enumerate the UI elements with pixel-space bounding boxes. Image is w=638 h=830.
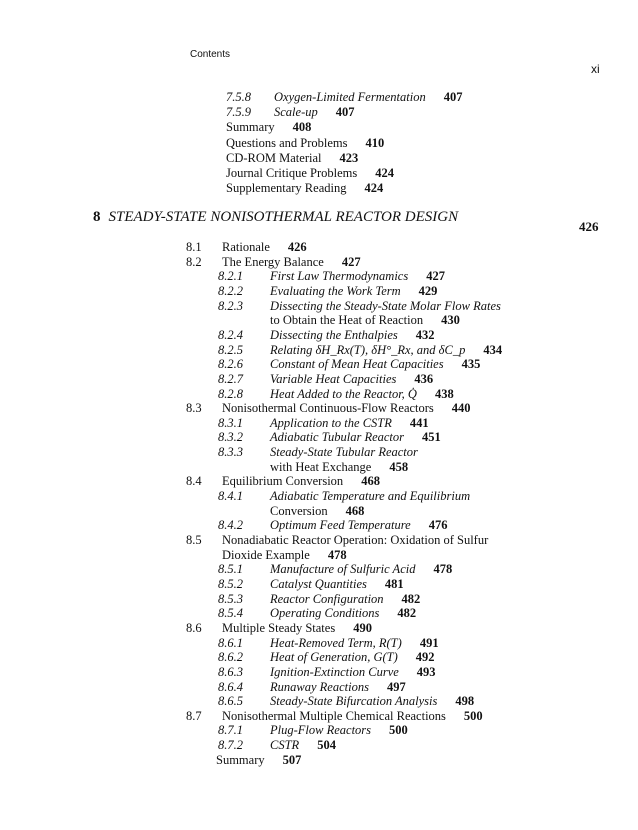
entry-number: 8.2.1 [218,269,243,284]
chapter-title: STEADY-STATE NONISOTHERMAL REACTOR DESIGN [108,209,459,225]
toc-entry [218,299,501,313]
entry-title: Variable Heat Capacities [270,371,397,386]
running-header: Contents [190,49,231,60]
entry-number: 8.2.5 [218,342,243,357]
entry-number: 8.2.2 [218,283,243,298]
entry-title: Catalyst Quantities [270,576,367,591]
entry-number: 8.4.1 [218,489,243,504]
entry-title: Dioxide Example [222,547,310,562]
entry-title: Summary [226,120,275,135]
entry-number: 8.2.8 [218,386,243,401]
page-number: xi [591,62,600,76]
entry-number: 8.5.1 [218,562,243,577]
entry-page: 504 [317,738,336,753]
entry-number: 8.6.2 [218,650,243,665]
entry-page: 490 [353,620,372,635]
entry-title: CD-ROM Material [226,150,322,165]
toc-entry [226,166,394,180]
entry-title: Summary [216,752,265,767]
entry-number: 7.5.8 [226,90,251,104]
entry-title: Plug-Flow Reactors [270,723,372,738]
entry-title: Constant of Mean Heat Capacities [270,357,444,372]
toc-entry [226,151,358,165]
entry-page: 492 [415,650,435,665]
entry-page: 410 [365,135,385,150]
entry-title: Multiple Steady States [222,620,336,635]
toc-entry [218,650,435,664]
entry-number: 8.3.3 [218,445,243,460]
entry-title: Equilibrium Conversion [222,474,344,489]
toc-entry [186,533,488,547]
toc-entry [218,284,437,298]
toc-entry [186,240,307,254]
entry-title: CSTR [270,738,300,753]
toc-entry [226,105,354,119]
entry-number: 8.1 [186,240,202,254]
entry-title: Rationale [222,240,270,254]
entry-title: Adiabatic Tubular Reactor [270,430,405,445]
toc-entry [218,372,433,386]
entry-title: Manufacture of Sulfuric Acid [270,562,416,577]
entry-number: 8.6.1 [218,635,243,650]
entry-page: 441 [409,415,429,430]
entry-page: 424 [375,166,394,180]
toc-entry [218,518,447,532]
entry-page: 423 [339,150,359,165]
entry-page: 500 [463,708,483,723]
toc-entry [186,709,483,723]
entry-title: Nonadiabatic Reactor Operation: Oxidation of Sulfur [222,533,489,547]
entry-number: 8.7 [186,708,202,723]
toc-entry [218,430,441,444]
entry-number: 7.5.9 [226,105,251,120]
toc-entry [218,606,416,620]
toc-entry [226,181,383,195]
toc-entry [186,401,471,415]
toc-entry [186,255,361,269]
entry-number: 8.6.5 [218,694,243,709]
entry-page: 491 [419,635,439,650]
entry-page: 432 [415,327,435,342]
entry-title: Oxygen-Limited Fermentation [274,90,426,104]
entry-number: 8.6.3 [218,664,243,679]
entry-page: 438 [434,386,454,401]
entry-page: 468 [361,474,380,489]
entry-title: Evaluating the Work Term [270,283,401,298]
entry-number: 8.5.3 [218,591,243,606]
entry-title: Journal Critique Problems [226,166,358,180]
entry-page: 436 [414,371,434,386]
toc-entry [186,474,380,488]
toc-entry [226,120,311,134]
toc-entry [270,504,364,518]
entry-title: Conversion [270,503,328,518]
toc-entry [218,562,452,576]
entry-title: Steady-State Bifurcation Analysis [270,694,438,709]
entry-page: 429 [418,283,438,298]
entry-title: Dissecting the Steady-State Molar Flow Rates [270,298,501,313]
toc-entry [270,313,460,327]
entry-title: Dissecting the Enthalpies [270,327,398,342]
entry-title: with Heat Exchange [270,459,372,474]
entry-number: 8.5 [186,533,202,547]
entry-number: 8.2.3 [218,298,243,313]
entry-page: 430 [441,313,460,328]
toc-entry [218,738,336,752]
toc-entry [218,636,439,650]
chapter-heading [93,209,458,226]
chapter-page: 426 [579,219,599,234]
entry-title: Supplementary Reading [226,181,347,196]
entry-title: Questions and Problems [226,135,348,150]
entry-page: 507 [282,752,302,767]
entry-page: 478 [327,547,347,562]
entry-page: 497 [386,679,406,694]
toc-entry [218,665,436,679]
entry-number: 8.2.4 [218,327,243,342]
entry-title: to Obtain the Heat of Reaction [270,313,424,328]
toc-entry [218,343,502,357]
entry-number: 8.3 [186,401,202,416]
entry-number: 8.6.4 [218,679,243,694]
entry-number: 8.7.1 [218,723,243,738]
entry-page: 440 [451,401,471,416]
entry-number: 8.4 [186,474,202,489]
entry-title: Application to the CSTR [270,415,392,430]
entry-title: Heat Added to the Reactor, Q̇ [270,386,417,401]
entry-page: 451 [422,430,441,445]
entry-number: 8.3.1 [218,415,243,430]
entry-title: Reactor Configuration [270,591,384,606]
toc-entry [186,621,372,635]
toc-entry [218,269,445,283]
toc-entry [218,577,404,591]
entry-page: 481 [384,576,404,591]
entry-page: 498 [455,694,475,709]
entry-title: Heat of Generation, G(T) [270,650,398,665]
entry-page: 468 [345,503,365,518]
entry-number: 8.2.7 [218,371,243,386]
entry-number: 8.2 [186,254,202,269]
entry-number: 8.5.2 [218,576,243,591]
entry-title: Optimum Feed Temperature [270,518,411,533]
entry-title: Nonisothermal Continuous-Flow Reactors [222,401,434,416]
entry-page: 424 [364,181,384,196]
entry-page: 407 [335,105,355,120]
toc-entry [222,548,347,562]
entry-page: 493 [416,664,436,679]
entry-page: 435 [461,357,481,372]
toc-entry [218,328,435,342]
entry-number: 8.5.4 [218,606,243,621]
toc-entry [218,592,420,606]
entry-title: Heat-Removed Term, R(T) [270,635,402,650]
entry-title: Scale-up [274,105,318,120]
entry-number: 8.4.2 [218,518,243,533]
entry-page: 427 [426,269,445,284]
entry-title: Relating δH_Rx(T), δH°_Rx, and δC_p [270,342,466,357]
entry-page: 427 [341,254,361,269]
entry-page: 482 [397,606,417,621]
entry-title: Adiabatic Temperature and Equilibrium [270,489,471,504]
entry-title: The Energy Balance [222,254,324,269]
entry-number: 8.2.6 [218,357,243,372]
toc-entry [218,680,406,694]
entry-page: 408 [292,120,312,135]
toc-entry [218,387,454,401]
entry-page: 458 [389,459,409,474]
entry-title: Operating Conditions [270,606,380,621]
toc-entry [218,694,474,708]
toc-entry [218,357,480,371]
toc-entry [216,753,301,767]
entry-number: 8.7.2 [218,738,243,753]
chapter-number: 8 [93,209,101,225]
toc-entry [218,489,470,503]
entry-number: 8.6 [186,620,202,635]
entry-title: Steady-State Tubular Reactor [270,445,418,460]
entry-title: Runaway Reactions [270,679,369,694]
toc-entry [270,460,408,474]
entry-page: 476 [428,518,448,533]
entry-page: 482 [401,591,421,606]
entry-page: 500 [389,723,408,738]
entry-title: Ignition-Extinction Curve [270,664,399,679]
toc-entry [226,90,462,104]
entry-number: 8.3.2 [218,430,243,445]
entry-page: 434 [483,342,503,357]
entry-title: First Law Thermodynamics [270,269,409,284]
entry-page: 426 [287,240,307,254]
entry-title: Nonisothermal Multiple Chemical Reactions [222,708,446,723]
toc-entry [218,723,408,737]
entry-page: 478 [433,562,453,577]
toc-entry [226,136,384,150]
toc-entry [218,445,418,459]
entry-page: 407 [443,90,463,104]
toc-entry [218,416,429,430]
